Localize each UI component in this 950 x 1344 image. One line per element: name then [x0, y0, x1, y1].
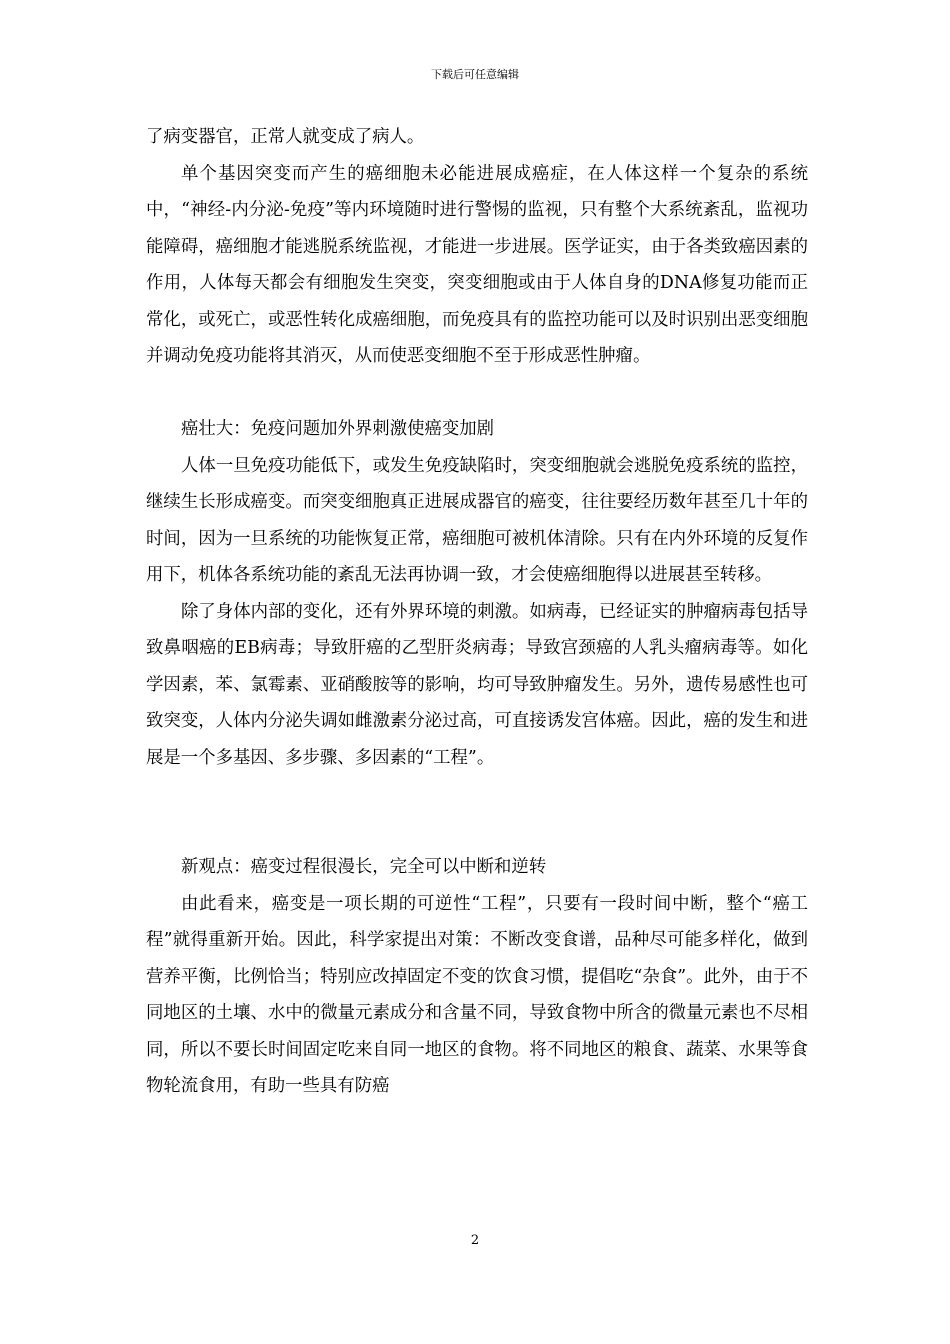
document-body	[146, 119, 808, 1105]
page-number: 2	[470, 1233, 480, 1248]
paragraph: 人体一旦免疫功能低下，或发生免疫缺陷时，突变细胞就会逃脱免疫系统的监控，继续生长形成癌变。而突变细胞真正进展成器官的癌变，往往要经历数年甚至几十年的时间，因为一旦系统的功能恢复正常，癌细胞可被机体清除。只有在内外环境的反复作用下，机体各系统功能的紊乱无法再协调一致，才会使癌细胞得以进展甚至转移。	[146, 455, 808, 585]
section-heading: 新观点：癌变过程很漫长，完全可以中断和逆转	[181, 857, 547, 877]
paragraph: 单个基因突变而产生的癌细胞未必能进展成癌症，在人体这样一个复杂的系统中，“神经-内分泌-免疫”等内环境随时进行警惕的监视，只有整个大系统紊乱，监视功能障碍，癌细胞才能逃脱系统监视，才能进一步进展。医学证实，由于各类致癌因素的作用，人体每天都会有细胞发生突变，突变细胞或由于人体自身的DNA修复功能而正常化，或死亡，或恶性转化成癌细胞，而免疫具有的监控功能可以及时识别出恶变细胞并调动免疫功能将其消灭，从而使恶变细胞不至于形成恶性肿瘤。	[146, 163, 808, 366]
spacer	[146, 776, 808, 849]
paragraph: 由此看来，癌变是一项长期的可逆性“工程”，只要有一段时间中断，整个“癌工程”就得重新开始。因此，科学家提出对策：不断改变食谱，品种尽可能多样化，做到营养平衡，比例恰当；特别应改掉固定不变的饮食习惯，提倡吃“杂食”。此外，由于不同地区的土壤、水中的微量元素成分和含量不同，导致食物中所含的微量元素也不尽相同，所以不要长时间固定吃来自同一地区的食物。将不同地区的粮食、蔬菜、水果等食物轮流食用，有助一些具有防癌	[146, 893, 808, 1096]
section-heading: 癌壮大：免疫问题加外界刺激使癌变加剧	[181, 419, 495, 439]
page-header: 下载后可任意编辑	[431, 68, 519, 81]
paragraph: 除了身体内部的变化，还有外界环境的刺激。如病毒，已经证实的肿瘤病毒包括导致鼻咽癌的EB病毒；导致肝癌的乙型肝炎病毒；导致宫颈癌的人乳头瘤病毒等。如化学因素，苯、氯霉素、亚硝酸胺等的影响，均可导致肿瘤发生。另外，遗传易感性也可致突变，人体内分泌失调如雌激素分泌过高，可直接诱发宫体癌。因此，癌的发生和进展是一个多基因、多步骤、多因素的“工程”。	[146, 601, 808, 768]
spacer	[146, 375, 808, 412]
paragraph-continuation: 了病变器官，正常人就变成了病人。	[146, 127, 425, 147]
